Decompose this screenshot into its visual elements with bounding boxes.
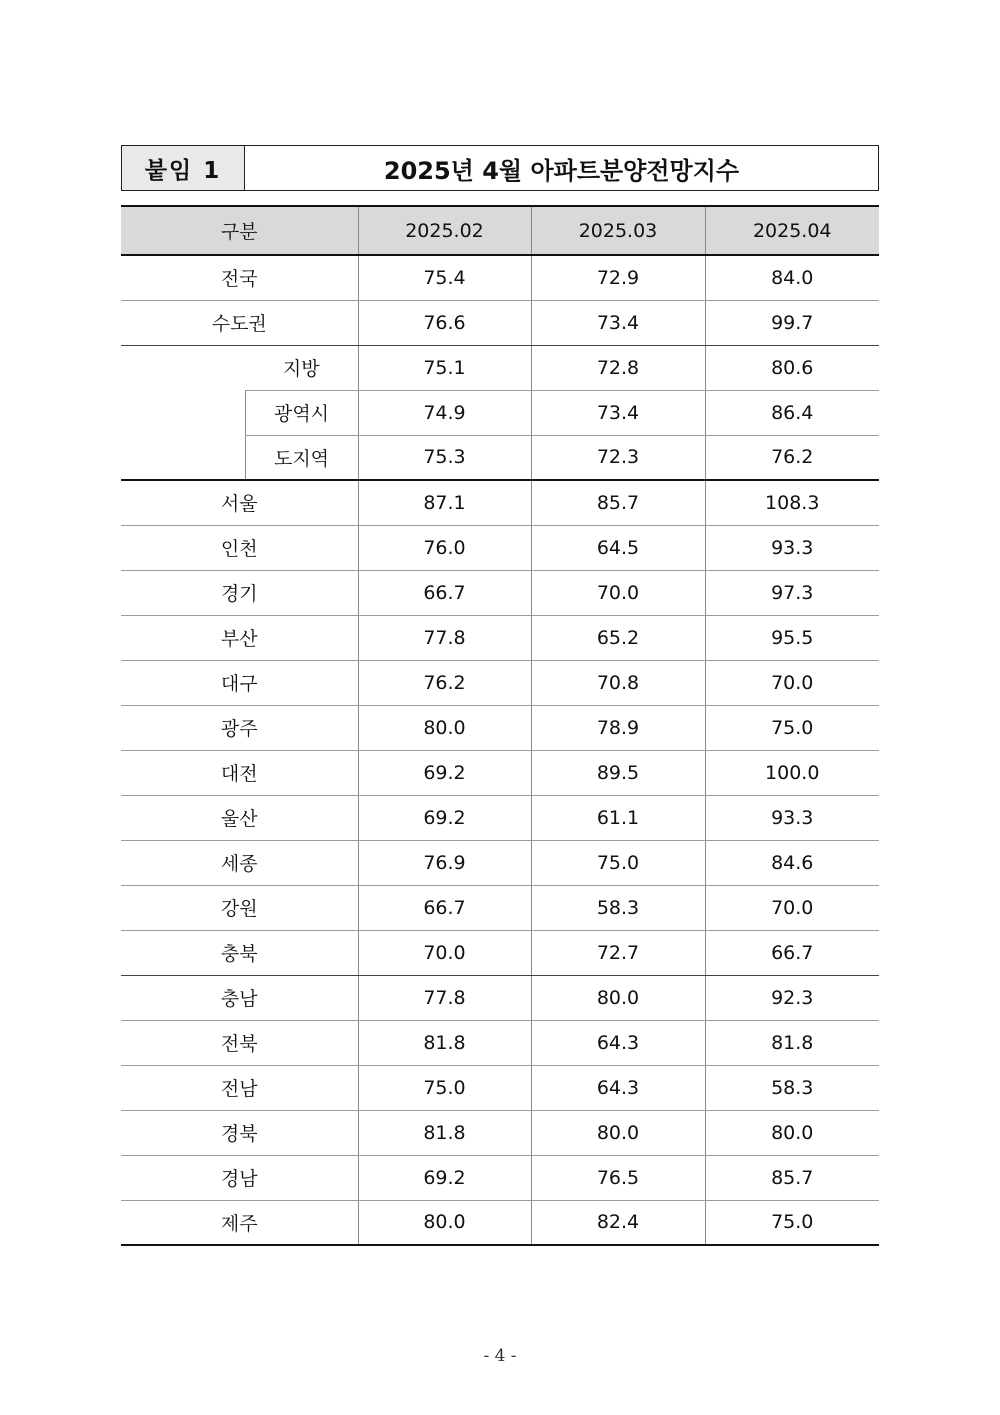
appendix-title-box	[121, 145, 879, 191]
cell-value: 75.0	[358, 1065, 531, 1110]
cell-value: 81.8	[358, 1020, 531, 1065]
cell-value: 72.3	[531, 435, 705, 480]
cell-value: 75.3	[358, 435, 531, 480]
cell-value: 95.5	[705, 615, 879, 660]
row-label: 지방	[245, 345, 358, 390]
cell-value: 75.0	[705, 1200, 879, 1245]
appendix-label: 붙임 1	[122, 146, 245, 190]
cell-value: 70.8	[531, 660, 705, 705]
table-row	[121, 1110, 879, 1155]
header-mar: 2025.03	[531, 206, 705, 255]
row-label: 광역시	[245, 390, 358, 435]
cell-value: 89.5	[531, 750, 705, 795]
cell-value: 69.2	[358, 750, 531, 795]
table-row	[121, 1065, 879, 1110]
cell-value: 76.5	[531, 1155, 705, 1200]
cell-value: 81.8	[705, 1020, 879, 1065]
cell-value: 100.0	[705, 750, 879, 795]
cell-value: 75.1	[358, 345, 531, 390]
table-row	[121, 1020, 879, 1065]
cell-value: 75.0	[705, 705, 879, 750]
cell-value: 65.2	[531, 615, 705, 660]
table-row	[121, 525, 879, 570]
cell-value: 84.0	[705, 255, 879, 300]
cell-value: 80.0	[531, 975, 705, 1020]
row-label: 부산	[121, 615, 358, 660]
cell-value: 97.3	[705, 570, 879, 615]
header-apr: 2025.04	[705, 206, 879, 255]
row-label: 수도권	[121, 300, 358, 345]
table-row	[121, 930, 879, 975]
cell-value: 86.4	[705, 390, 879, 435]
cell-value: 61.1	[531, 795, 705, 840]
cell-value: 77.8	[358, 615, 531, 660]
row-label: 대구	[121, 660, 358, 705]
cell-value: 76.2	[705, 435, 879, 480]
cell-value: 80.6	[705, 345, 879, 390]
cell-value: 58.3	[531, 885, 705, 930]
cell-value: 70.0	[358, 930, 531, 975]
cell-value: 64.3	[531, 1020, 705, 1065]
cell-value: 78.9	[531, 705, 705, 750]
cell-value: 73.4	[531, 300, 705, 345]
cell-value: 76.9	[358, 840, 531, 885]
cell-value: 74.9	[358, 390, 531, 435]
header-category: 구분	[121, 206, 358, 255]
table-row	[121, 975, 879, 1020]
cell-value: 58.3	[705, 1065, 879, 1110]
cell-value: 92.3	[705, 975, 879, 1020]
cell-value: 77.8	[358, 975, 531, 1020]
table-row	[121, 705, 879, 750]
cell-value: 82.4	[531, 1200, 705, 1245]
cell-value: 73.4	[531, 390, 705, 435]
row-label: 경남	[121, 1155, 358, 1200]
cell-value: 80.0	[358, 705, 531, 750]
row-label: 경북	[121, 1110, 358, 1155]
cell-value: 75.0	[531, 840, 705, 885]
cell-value: 64.5	[531, 525, 705, 570]
row-label: 충남	[121, 975, 358, 1020]
row-label: 전북	[121, 1020, 358, 1065]
table-row	[121, 570, 879, 615]
cell-value: 93.3	[705, 525, 879, 570]
cell-value: 69.2	[358, 795, 531, 840]
table-row	[121, 345, 879, 390]
row-label: 울산	[121, 795, 358, 840]
table-row	[121, 750, 879, 795]
cell-value: 80.0	[705, 1110, 879, 1155]
cell-value: 75.4	[358, 255, 531, 300]
table-row	[121, 435, 879, 480]
table-row	[121, 1200, 879, 1245]
row-label: 광주	[121, 705, 358, 750]
cell-value: 70.0	[531, 570, 705, 615]
cell-value: 80.0	[358, 1200, 531, 1245]
table-row	[121, 840, 879, 885]
table-header-row	[121, 206, 879, 255]
cell-value: 76.6	[358, 300, 531, 345]
row-label: 강원	[121, 885, 358, 930]
page-title: 2025년 4월 아파트분양전망지수	[383, 156, 740, 185]
table-row	[121, 300, 879, 345]
row-label: 제주	[121, 1200, 358, 1245]
row-label: 서울	[121, 480, 358, 525]
cell-value: 72.7	[531, 930, 705, 975]
row-label: 전국	[121, 255, 358, 300]
cell-value: 66.7	[358, 885, 531, 930]
table-row	[121, 615, 879, 660]
cell-value: 66.7	[705, 930, 879, 975]
table-row	[121, 480, 879, 525]
row-label: 인천	[121, 525, 358, 570]
cell-value: 76.2	[358, 660, 531, 705]
cell-value: 66.7	[358, 570, 531, 615]
cell-value: 72.9	[531, 255, 705, 300]
cell-value: 70.0	[705, 885, 879, 930]
header-feb: 2025.02	[358, 206, 531, 255]
cell-value: 99.7	[705, 300, 879, 345]
cell-value: 108.3	[705, 480, 879, 525]
row-label: 경기	[121, 570, 358, 615]
cell-value: 81.8	[358, 1110, 531, 1155]
cell-value: 76.0	[358, 525, 531, 570]
row-label: 대전	[121, 750, 358, 795]
cell-value: 64.3	[531, 1065, 705, 1110]
page-number: - 4 -	[483, 1346, 517, 1366]
cell-value: 84.6	[705, 840, 879, 885]
forecast-index-table	[121, 205, 879, 1246]
cell-value: 69.2	[358, 1155, 531, 1200]
row-label: 충북	[121, 930, 358, 975]
table-row	[121, 1155, 879, 1200]
cell-value: 87.1	[358, 480, 531, 525]
row-label: 세종	[121, 840, 358, 885]
indent-spacer	[121, 435, 245, 480]
cell-value: 70.0	[705, 660, 879, 705]
row-label: 도지역	[245, 435, 358, 480]
cell-value: 72.8	[531, 345, 705, 390]
row-label: 전남	[121, 1065, 358, 1110]
table-row	[121, 660, 879, 705]
cell-value: 85.7	[531, 480, 705, 525]
table-row	[121, 255, 879, 300]
indent-spacer	[121, 345, 245, 390]
cell-value: 85.7	[705, 1155, 879, 1200]
table-row	[121, 885, 879, 930]
cell-value: 93.3	[705, 795, 879, 840]
table-row	[121, 390, 879, 435]
indent-spacer	[121, 390, 245, 435]
table-row	[121, 795, 879, 840]
cell-value: 80.0	[531, 1110, 705, 1155]
